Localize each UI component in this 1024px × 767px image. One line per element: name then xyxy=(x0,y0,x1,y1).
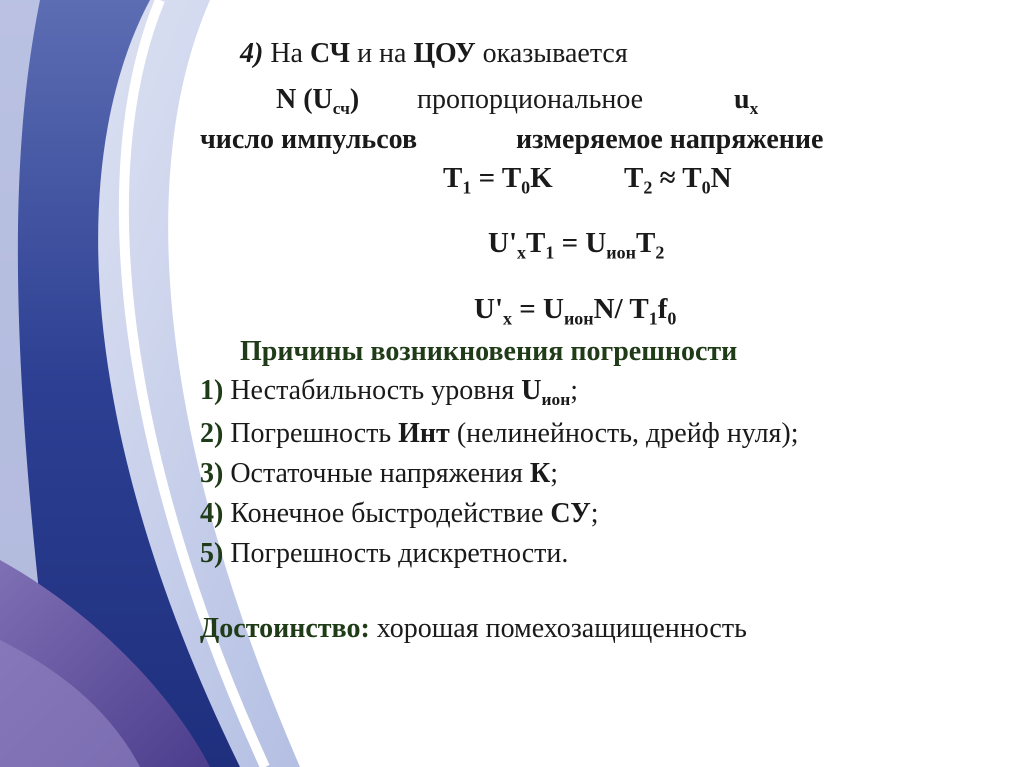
n-subscript: сч xyxy=(332,99,350,119)
u-prime: U' xyxy=(488,227,517,259)
text: Конечное быстродействие xyxy=(223,498,551,529)
n-symbol: N (U xyxy=(276,84,333,115)
sub: 0 xyxy=(667,308,677,329)
equation-2 xyxy=(474,293,677,329)
sub: x xyxy=(503,308,512,329)
sub: 1 xyxy=(545,242,555,263)
text: Погрешность xyxy=(223,418,399,449)
eq-t: = T xyxy=(471,162,522,194)
intro-line xyxy=(240,40,628,68)
tsou-abbrev: ЦОУ xyxy=(413,38,476,69)
u-prime: U' xyxy=(474,293,503,325)
cause-item xyxy=(200,500,599,528)
item-number: 5) xyxy=(200,538,224,569)
bold-term: СУ xyxy=(550,498,591,529)
proportional-line xyxy=(276,84,360,119)
item-number: 4) xyxy=(240,38,264,69)
proportional-word: пропорциональное xyxy=(417,84,644,115)
t1-formula xyxy=(443,162,553,198)
cause-item xyxy=(200,420,799,448)
item-number: 2) xyxy=(200,418,224,449)
text: (нелинейность, дрейф нуля); xyxy=(449,418,799,449)
sub: 1 xyxy=(462,177,472,198)
text: и на xyxy=(350,38,414,69)
advantage-label: Достоинство: xyxy=(200,613,370,644)
sub: 0 xyxy=(701,177,711,198)
sch-abbrev: СЧ xyxy=(309,38,351,69)
text: Остаточные напряжения xyxy=(223,458,530,489)
text: На xyxy=(263,38,310,69)
text: ; xyxy=(550,458,558,489)
text: ; xyxy=(590,498,599,529)
bold-term: U xyxy=(521,375,542,406)
eq-u: = U xyxy=(511,293,564,325)
sub: 2 xyxy=(655,242,665,263)
pulse-count-label: число импульсов xyxy=(200,124,418,155)
cause-item xyxy=(200,375,578,410)
ux-symbol xyxy=(734,84,759,119)
n-letter: N xyxy=(710,162,732,194)
sub: 0 xyxy=(521,177,531,198)
text: ; xyxy=(570,375,578,406)
t2-formula xyxy=(624,162,732,198)
advantage-text: хорошая помехозащищенность xyxy=(369,613,747,644)
text: Погрешность дискретности. xyxy=(223,538,569,569)
f-letter: f xyxy=(657,293,668,325)
sub: 1 xyxy=(648,308,658,329)
eq-u: = U xyxy=(554,227,607,259)
u-subscript: x xyxy=(749,99,759,119)
equation-1 xyxy=(488,227,665,263)
text: Нестабильность уровня xyxy=(223,375,522,406)
sub: ион xyxy=(541,390,571,410)
cause-item xyxy=(200,540,568,568)
sub: ион xyxy=(606,242,636,263)
advantage-line xyxy=(200,615,747,643)
k-letter: K xyxy=(530,162,553,194)
n-over-t: N/ T xyxy=(593,293,649,325)
cause-item xyxy=(200,460,558,488)
item-number: 4) xyxy=(200,498,224,529)
approx-t: ≈ T xyxy=(652,162,702,194)
item-number: 1) xyxy=(200,375,224,406)
t-letter: T xyxy=(624,162,644,194)
n-close: ) xyxy=(349,84,360,115)
u-letter: u xyxy=(734,84,750,115)
t-letter: T xyxy=(525,227,546,259)
causes-heading: Причины возникновения погрешности xyxy=(240,336,738,367)
item-number: 3) xyxy=(200,458,224,489)
sub: 2 xyxy=(643,177,653,198)
measured-voltage-label: измеряемое напряжение xyxy=(516,124,824,155)
t-letter: T xyxy=(635,227,656,259)
sub: x xyxy=(517,242,526,263)
text: оказывается xyxy=(475,38,628,69)
sub: ион xyxy=(563,308,594,329)
bold-term: Инт xyxy=(398,418,450,449)
t-letter: T xyxy=(443,162,463,194)
bold-term: К xyxy=(529,458,551,489)
